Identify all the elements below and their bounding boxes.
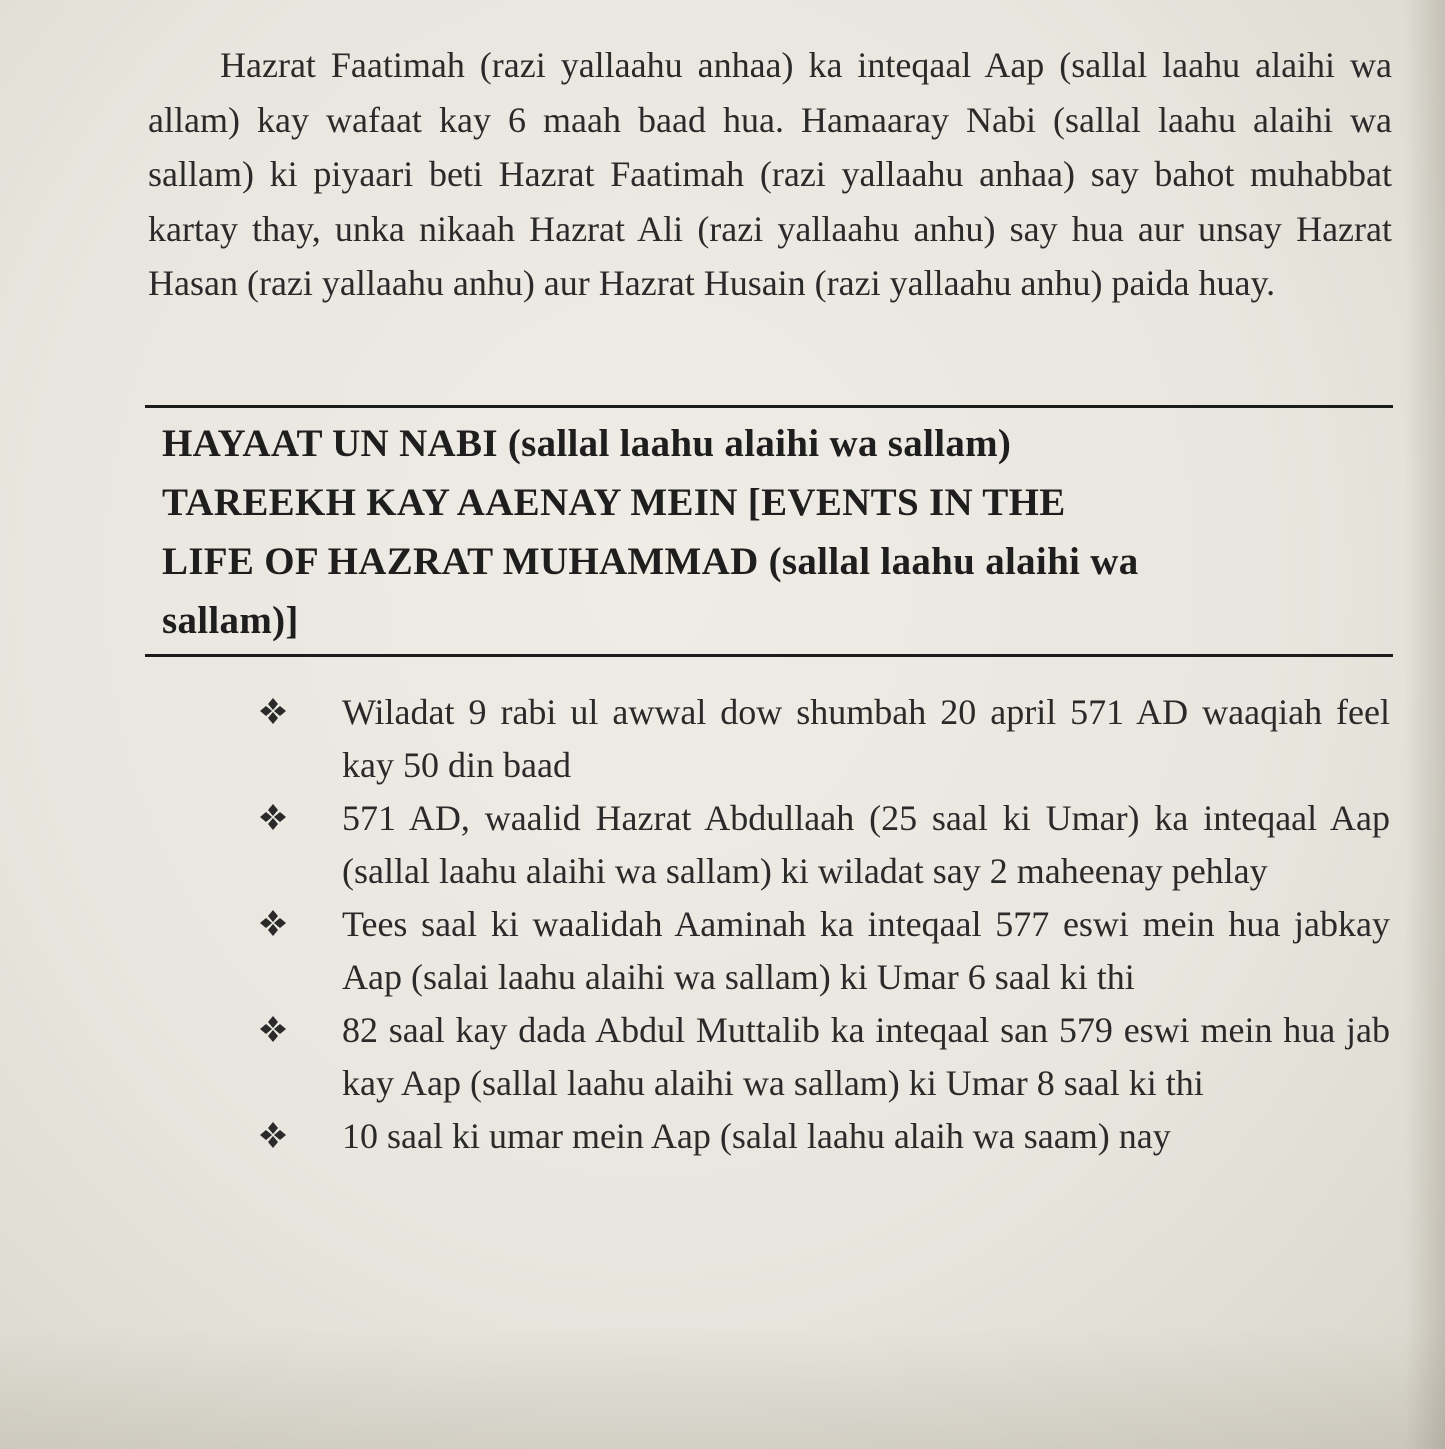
event-text: Wiladat 9 rabi ul awwal dow shumbah 20 april 571 AD waaqiah feel kay 50 din baad (342, 692, 1390, 785)
intro-paragraph: Hazrat Faatimah (razi yallaahu anhaa) ka inteqaal Aap (sallal laahu alaihi wa allam) kay wafaat kay 6 maah baad hua. Hamaaray Nabi (sallal laahu alaihi wa sallam) ki piyaari beti Hazrat Faatimah (razi yallaahu anhaa) say bahot muhabbat kartay thay, unka nikaah Hazrat Ali (razi yallaahu anhu) say hua aur unsay Hazrat Hasan (razi yallaahu anhu) aur Hazrat Husain (razi yallaahu anhu) paida huay. (148, 45, 1392, 303)
four-diamond-ornament-icon (258, 1014, 288, 1044)
page-edge-shadow (1405, 0, 1445, 1449)
four-diamond-ornament-icon (258, 908, 288, 938)
page-bottom-shadow (0, 1329, 1445, 1449)
event-item (258, 898, 1390, 1004)
event-item (258, 1004, 1390, 1110)
heading-top-rule (145, 405, 1393, 408)
heading-bottom-rule (145, 654, 1393, 657)
event-item (258, 686, 1390, 792)
event-text: 10 saal ki umar mein Aap (salal laahu alaih wa saam) nay (342, 1116, 1171, 1156)
heading-line-4: sallam)] (162, 599, 299, 642)
four-diamond-ornament-icon (258, 696, 288, 726)
heading-line-2: TAREEKH KAY AAENAY MEIN [EVENTS IN THE (162, 481, 1066, 524)
event-text: 82 saal kay dada Abdul Muttalib ka inteqaal san 579 eswi mein hua jab kay Aap (sallal laahu alaihi wa sallam) ki Umar 8 saal ki thi (342, 1010, 1390, 1103)
section-heading (162, 414, 1377, 650)
event-text: Tees saal ki waalidah Aaminah ka inteqaal 577 eswi mein hua jabkay Aap (salai laahu alaihi wa sallam) ki Umar 6 saal ki thi (342, 904, 1390, 997)
event-item (258, 792, 1390, 898)
events-list (258, 686, 1390, 1163)
heading-line-1: HAYAAT UN NABI (sallal laahu alaihi wa sallam) (162, 422, 1012, 465)
heading-line-3: LIFE OF HAZRAT MUHAMMAD (sallal laahu alaihi wa (162, 540, 1139, 583)
four-diamond-ornament-icon (258, 802, 288, 832)
four-diamond-ornament-icon (258, 1120, 288, 1150)
event-text: 571 AD, waalid Hazrat Abdullaah (25 saal ki Umar) ka inteqaal Aap (sallal laahu alaihi wa sallam) ki wiladat say 2 maheenay pehlay (342, 798, 1390, 891)
event-item (258, 1110, 1390, 1163)
